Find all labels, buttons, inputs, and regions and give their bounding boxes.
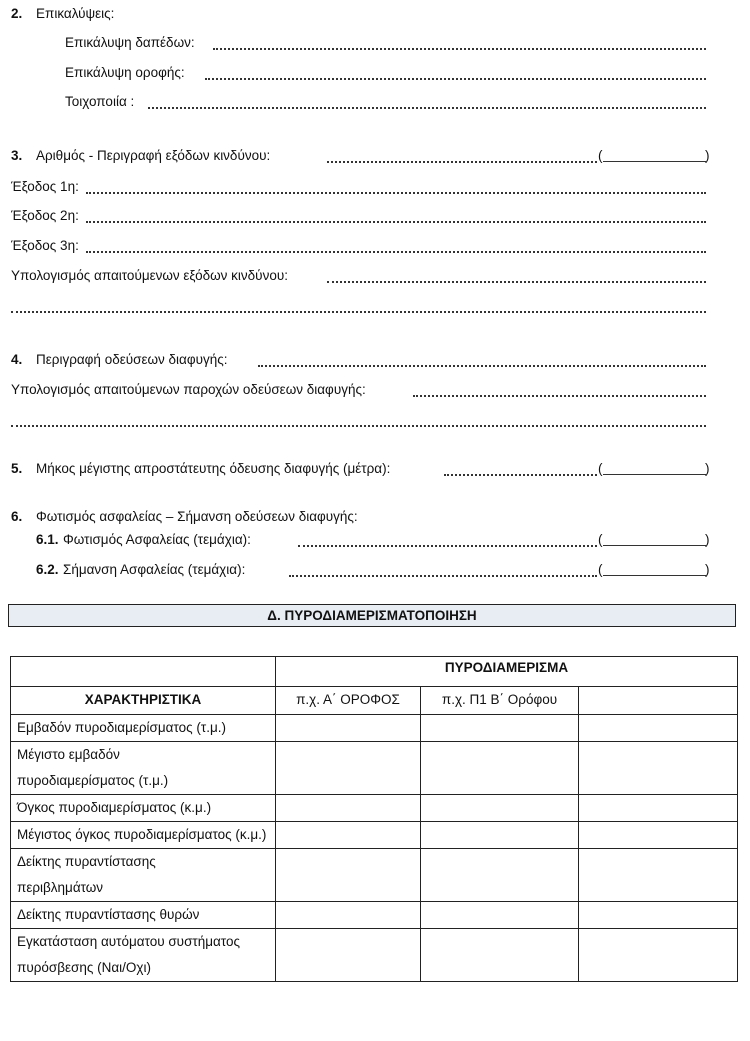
- table-cell[interactable]: [579, 795, 738, 822]
- row-label-text: Δείκτης πυραντίστασης περιβλημάτων: [17, 854, 156, 895]
- row-label-text: Μέγιστο εμβαδόν πυροδιαμερίσματος (τ.μ.): [17, 747, 169, 788]
- table-cell[interactable]: [579, 849, 738, 902]
- exit-3-label: Έξοδος 3η:: [11, 238, 79, 253]
- column-header-floor-a: π.χ. Α΄ ΟΡΟΦΟΣ: [276, 687, 421, 715]
- exit-count-paren-close: ): [705, 148, 710, 163]
- floor-covering-label: Επικάλυψη δαπέδων:: [65, 35, 195, 50]
- exit-2-field[interactable]: [86, 221, 706, 223]
- row-label-text: Εγκατάσταση αυτόματου συστήματος πυρόσβεσης (Ναι/Οχι): [17, 934, 240, 975]
- table-cell[interactable]: [579, 929, 738, 982]
- exit-count-number-field[interactable]: [603, 161, 706, 162]
- table-cell[interactable]: [421, 742, 579, 795]
- table-cell[interactable]: [579, 742, 738, 795]
- exits-calc-field[interactable]: [327, 281, 706, 283]
- table-row: [11, 715, 738, 742]
- exit-1-label: Έξοδος 1η:: [11, 179, 79, 194]
- table-row: [11, 929, 738, 982]
- signage-paren-close: ): [705, 562, 710, 577]
- table-cell[interactable]: [421, 795, 579, 822]
- lighting-paren-open: (: [598, 532, 603, 547]
- table-cell[interactable]: [276, 929, 421, 982]
- section-2-number: 2.: [11, 6, 23, 21]
- table-row: [11, 902, 738, 929]
- roof-covering-field[interactable]: [205, 78, 706, 80]
- exit-3-field[interactable]: [86, 251, 706, 253]
- table-row: [11, 795, 738, 822]
- section-5-title: Μήκος μέγιστης απροστάτευτης όδευσης διαφυγής (μέτρα):: [36, 461, 391, 476]
- floor-covering-field[interactable]: [213, 48, 706, 50]
- section-6-2-number: 6.2.: [36, 562, 59, 577]
- table-cell[interactable]: [421, 822, 579, 849]
- table-cell[interactable]: [579, 822, 738, 849]
- table-cell[interactable]: [276, 902, 421, 929]
- emergency-lighting-field[interactable]: [298, 545, 597, 547]
- table-row: [11, 822, 738, 849]
- section-4-title: Περιγραφή οδεύσεων διαφυγής:: [36, 352, 228, 367]
- section-3-number: 3.: [11, 148, 23, 163]
- lighting-paren-close: ): [705, 532, 710, 547]
- table-cell[interactable]: [421, 715, 579, 742]
- row-label: Δείκτης πυραντίστασης θυρών: [11, 902, 276, 929]
- masonry-field[interactable]: [148, 107, 706, 109]
- max-route-paren-open: (: [598, 461, 603, 476]
- signage-paren-open: (: [598, 562, 603, 577]
- section-6-1-number: 6.1.: [36, 532, 59, 547]
- masonry-label: Τοιχοποιία :: [65, 94, 135, 109]
- table-cell[interactable]: [276, 822, 421, 849]
- section-3-title: Αριθμός - Περιγραφή εξόδων κινδύνου:: [36, 148, 271, 163]
- escape-capacity-field[interactable]: [413, 395, 706, 397]
- fire-compartment-table: [10, 656, 738, 982]
- exit-count-paren-open: (: [598, 148, 603, 163]
- exit-2-label: Έξοδος 2η:: [11, 208, 79, 223]
- max-route-number-field[interactable]: [603, 474, 706, 475]
- table-cell[interactable]: [421, 902, 579, 929]
- table-row: [11, 849, 738, 902]
- section-2-title: Επικαλύψεις:: [36, 6, 115, 21]
- section-5-number: 5.: [11, 461, 23, 476]
- column-header-p1-floor-b: π.χ. Π1 Β΄ Ορόφου: [421, 687, 579, 715]
- emergency-lighting-label: Φωτισμός Ασφαλείας (τεμάχια):: [63, 532, 251, 547]
- table-cell[interactable]: [579, 902, 738, 929]
- max-route-paren-close: ): [705, 461, 710, 476]
- exits-calc-label: Υπολογισμός απαιτούμενων εξόδων κινδύνου:: [11, 268, 288, 283]
- table-cell[interactable]: [276, 742, 421, 795]
- exits-calc-field-2[interactable]: [11, 311, 706, 313]
- lighting-number-field[interactable]: [603, 545, 706, 546]
- section-4-number: 4.: [11, 352, 23, 367]
- characteristics-header: ΧΑΡΑΚΤΗΡΙΣΤΙΚΑ: [11, 687, 276, 715]
- table-group-header-row: [11, 657, 738, 687]
- exit-1-field[interactable]: [86, 192, 706, 194]
- row-label: [11, 929, 276, 982]
- table-cell[interactable]: [276, 849, 421, 902]
- row-label: Εμβαδόν πυροδιαμερίσματος (τ.μ.): [11, 715, 276, 742]
- table-cell[interactable]: [421, 849, 579, 902]
- escape-capacity-field-2[interactable]: [11, 425, 706, 427]
- row-label: [11, 849, 276, 902]
- escape-routes-field[interactable]: [258, 365, 706, 367]
- table-corner-cell: [11, 657, 276, 687]
- roof-covering-label: Επικάλυψη οροφής:: [65, 65, 185, 80]
- table-cell[interactable]: [421, 929, 579, 982]
- row-label: Όγκος πυροδιαμερίσματος (κ.μ.): [11, 795, 276, 822]
- section-6-number: 6.: [11, 509, 23, 524]
- escape-capacity-label: Υπολογισμός απαιτούμενων παροχών οδεύσεων διαφυγής:: [11, 382, 366, 397]
- table-row: [11, 742, 738, 795]
- exit-count-field[interactable]: [327, 161, 597, 163]
- safety-signage-field[interactable]: [289, 575, 597, 577]
- row-label: [11, 822, 276, 849]
- safety-signage-label: Σήμανση Ασφαλείας (τεμάχια):: [63, 562, 246, 577]
- section-6-title: Φωτισμός ασφαλείας – Σήμανση οδεύσεων διαφυγής:: [36, 509, 358, 524]
- signage-number-field[interactable]: [603, 575, 706, 576]
- table-cell[interactable]: [276, 795, 421, 822]
- row-label: [11, 742, 276, 795]
- table-header-row: [11, 687, 738, 715]
- table-cell[interactable]: [276, 715, 421, 742]
- max-route-length-field[interactable]: [444, 474, 597, 476]
- table-cell[interactable]: [579, 715, 738, 742]
- row-label-text: Μέγιστος όγκος πυροδιαμερίσματος (κ.μ.): [17, 827, 267, 842]
- column-header-empty: [579, 687, 738, 715]
- section-d-header: Δ. ΠΥΡΟΔΙΑΜΕΡΙΣΜΑΤΟΠΟΙΗΣΗ: [8, 604, 736, 627]
- compartment-group-header: ΠΥΡΟΔΙΑΜΕΡΙΣΜΑ: [276, 657, 738, 687]
